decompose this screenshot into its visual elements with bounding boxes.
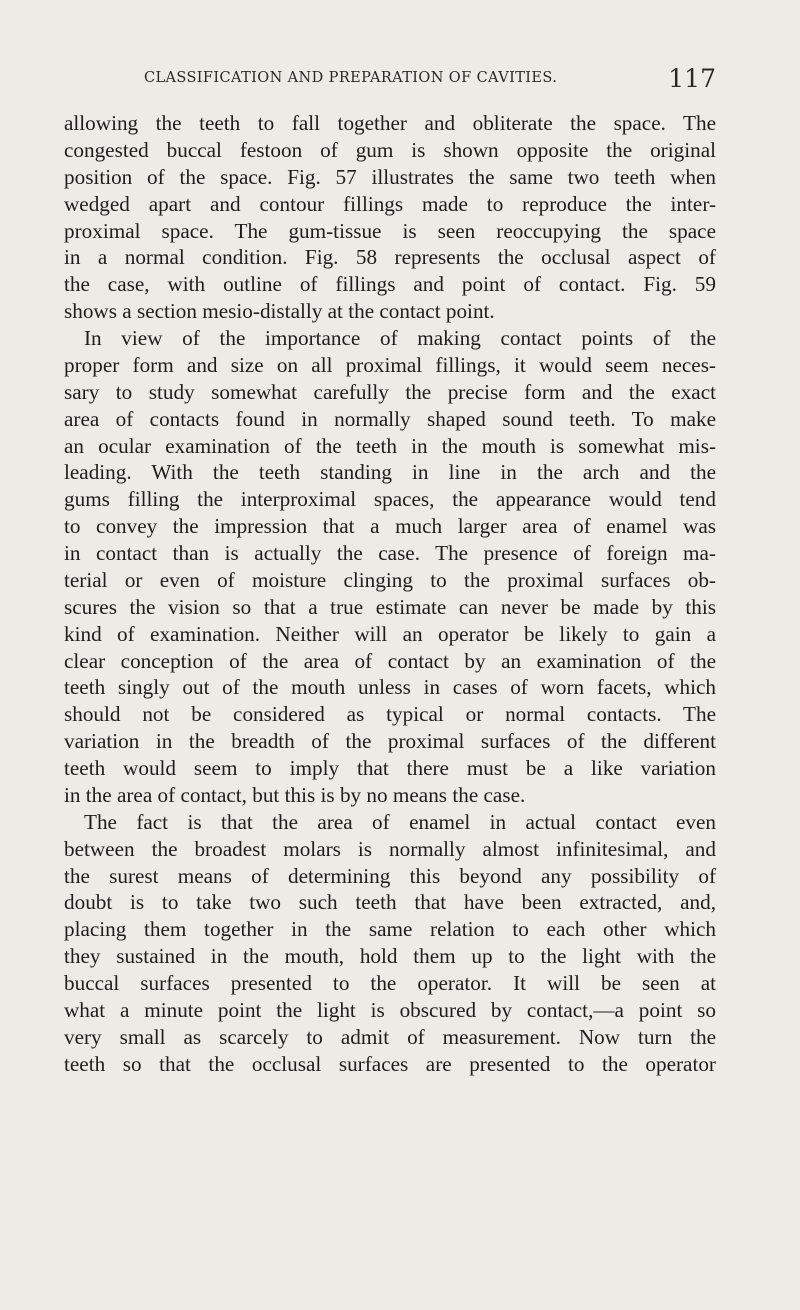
text-line: should not be considered as typical or normal contacts. The (64, 702, 716, 727)
text-line: teeth singly out of the mouth unless in cases of worn facets, which (64, 675, 716, 700)
running-title: CLASSIFICATION AND PREPARATION OF CAVITIES. (144, 70, 558, 86)
text-line: terial or even of moisture clinging to the proximal surfaces ob- (64, 567, 716, 592)
text-line: in the area of contact, but this is by no means the case. (64, 782, 526, 807)
text-line: to convey the impression that a much larger area of enamel was (64, 514, 716, 539)
text-line: proper form and size on all proximal fillings, it would seem neces- (64, 352, 716, 377)
text-line: teeth would seem to imply that there must be a like variation (64, 756, 716, 780)
text-line: The fact is that the area of enamel in actual contact even (84, 809, 716, 834)
text-line: In view of the importance of making contact points of the (84, 326, 716, 350)
text-line: the surest means of determining this beyond any possibility of (64, 863, 716, 888)
text-line: shows a section mesio-distally at the contact point. (64, 299, 495, 324)
text-line: gums filling the interproximal spaces, the appearance would tend (64, 487, 716, 512)
text-line: kind of examination. Neither will an operator be likely to gain a (64, 621, 716, 646)
text-line: doubt is to take two such teeth that have been extracted, and, (64, 890, 716, 915)
text-line: placing them together in the same relation to each other which (64, 917, 716, 942)
text-line: what a minute point the light is obscured by contact,—a point so (64, 997, 716, 1022)
text-line: they sustained in the mouth, hold them up to the light with the (64, 944, 716, 969)
text-line: in contact than is actually the case. The presence of foreign ma- (64, 541, 716, 565)
text-line: congested buccal festoon of gum is shown opposite the original (64, 137, 716, 162)
text-line: very small as scarcely to admit of measurement. Now turn the (64, 1024, 716, 1049)
text-line: position of the space. Fig. 57 illustrates the same two teeth when (64, 164, 716, 189)
text-line: buccal surfaces presented to the operator. It will be seen at (64, 971, 716, 995)
text-line: teeth so that the occlusal surfaces are presented to the operator (64, 1051, 716, 1076)
body-text (64, 110, 716, 1078)
running-head (62, 64, 716, 98)
text-line: the case, with outline of fillings and point of contact. Fig. 59 (64, 272, 716, 297)
text-line: allowing the teeth to fall together and obliterate the space. The (64, 111, 716, 135)
text-line: clear conception of the area of contact by an examination of the (64, 648, 716, 673)
text-line: leading. With the teeth standing in line in the arch and the (64, 460, 716, 485)
text-line: sary to study somewhat carefully the precise form and the exact (64, 379, 716, 404)
page-number: 117 (668, 64, 716, 93)
text-line: scures the vision so that a true estimate can never be made by this (64, 594, 716, 619)
text-line: variation in the breadth of the proximal surfaces of the different (64, 729, 716, 754)
text-line: proximal space. The gum-tissue is seen reoccupying the space (64, 218, 716, 243)
text-line: wedged apart and contour fillings made to reproduce the inter- (64, 191, 716, 216)
text-line: in a normal condition. Fig. 58 represents the occlusal aspect of (64, 245, 716, 270)
text-line: between the broadest molars is normally almost infinitesimal, and (64, 836, 716, 861)
text-line: an ocular examination of the teeth in the mouth is somewhat mis- (64, 433, 716, 458)
text-line: area of contacts found in normally shaped sound teeth. To make (64, 406, 716, 431)
